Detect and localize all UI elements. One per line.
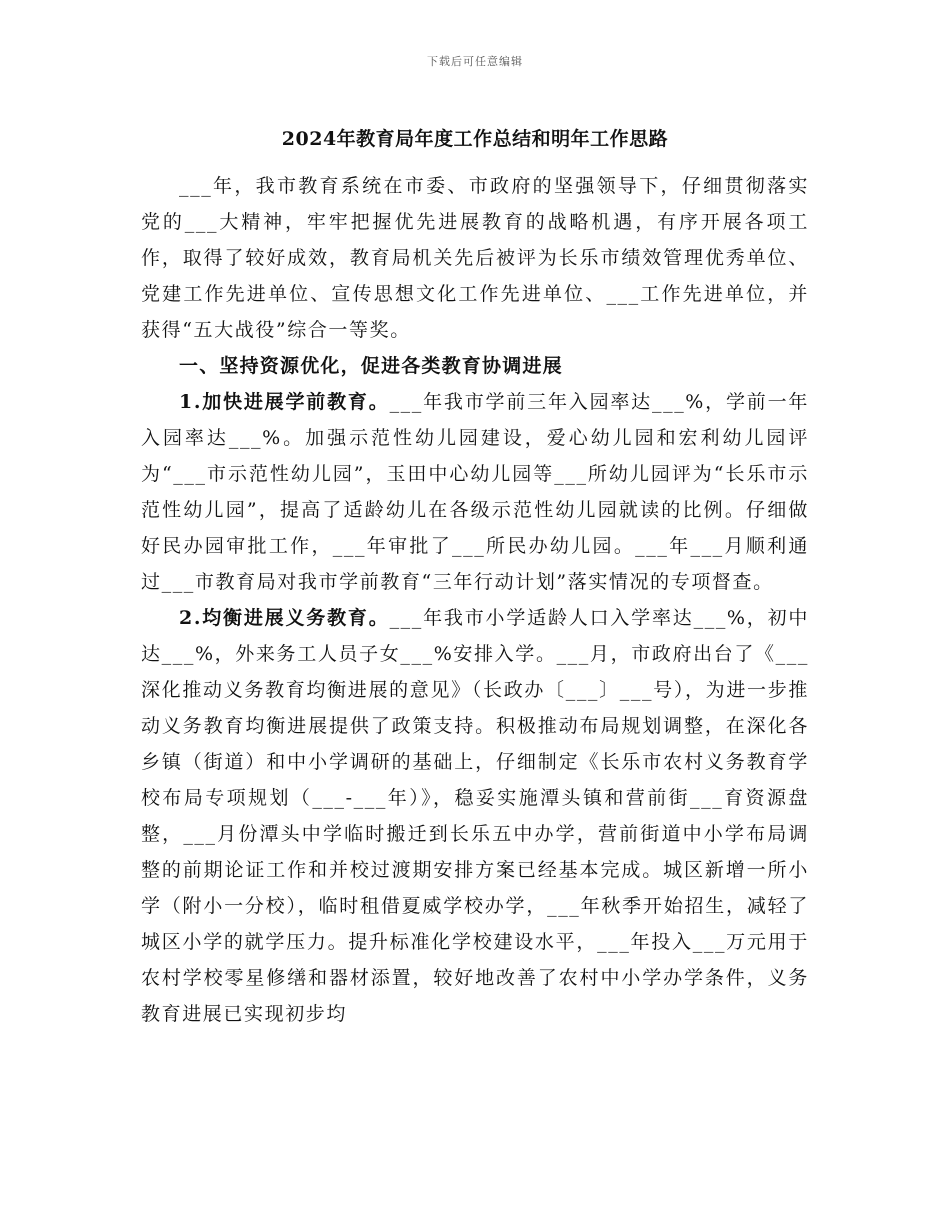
document-body <box>141 168 809 1032</box>
subheading-compulsory: 2.均衡进展义务教育。 <box>179 607 390 629</box>
paragraph-compulsory-text: ___年我市小学适龄人口入学率达___%，初中达___%，外来务工人员子女___%安排入学。___月，市政府出台了《___深化推动义务教育均衡进展的意见》（长政办〔___〕___号），为进一步推动义务教育均衡进展提供了政策支持。积极推动布局规划调整，在深化各乡镇（街道）和中小学调研的基础上，仔细制定《长乐市农村义务教育学校布局专项规划（___-___年）》，稳妥实施潭头镇和营前街___育资源盘整，___月份潭头中学临时搬迁到长乐五中办学，营前街道中小学布局调整的前期论证工作和并校过渡期安排方案已经基本完成。城区新增一所小学（附小一分校），临时租借夏威学校办学，___年秋季开始招生，减轻了城区小学的就学压力。提升标准化学校建设水平，___年投入___万元用于农村学校零星修缮和器材添置，较好地改善了农村中小学办学条件，义务教育进展已实现初步均 <box>141 607 810 1025</box>
paragraph-compulsory <box>141 600 809 1032</box>
paragraph-preschool <box>141 384 809 600</box>
header-note: 下载后可任意编辑 <box>427 55 523 68</box>
paragraph-preschool-text: ___年我市学前三年入园率达___%，学前一年入园率达___%。加强示范性幼儿园建设，爱心幼儿园和宏利幼儿园评为“___市示范性幼儿园”，玉田中心幼儿园等___所幼儿园评为“长乐市示范性幼儿园”，提高了适龄幼儿在各级示范性幼儿园就读的比例。仔细做好民办园审批工作，___年审批了___所民办幼儿园。___年___月顺利通过___市教育局对我市学前教育“三年行动计划”落实情况的专项督查。 <box>141 391 810 593</box>
subheading-preschool: 1.加快进展学前教育。 <box>179 391 390 413</box>
section-heading: 一、坚持资源优化，促进各类教育协调进展 <box>179 355 563 377</box>
intro-paragraph: ___年，我市教育系统在市委、市政府的坚强领导下，仔细贯彻落实党的___大精神，牢牢把握优先进展教育的战略机遇，有序开展各项工作，取得了较好成效，教育局机关先后被评为长乐市绩效管理优秀单位、党建工作先进单位、宣传思想文化工作先进单位、___工作先进单位，并获得“五大战役”综合一等奖。 <box>141 175 809 341</box>
document-title: 2024年教育局年度工作总结和明年工作思路 <box>281 128 669 150</box>
